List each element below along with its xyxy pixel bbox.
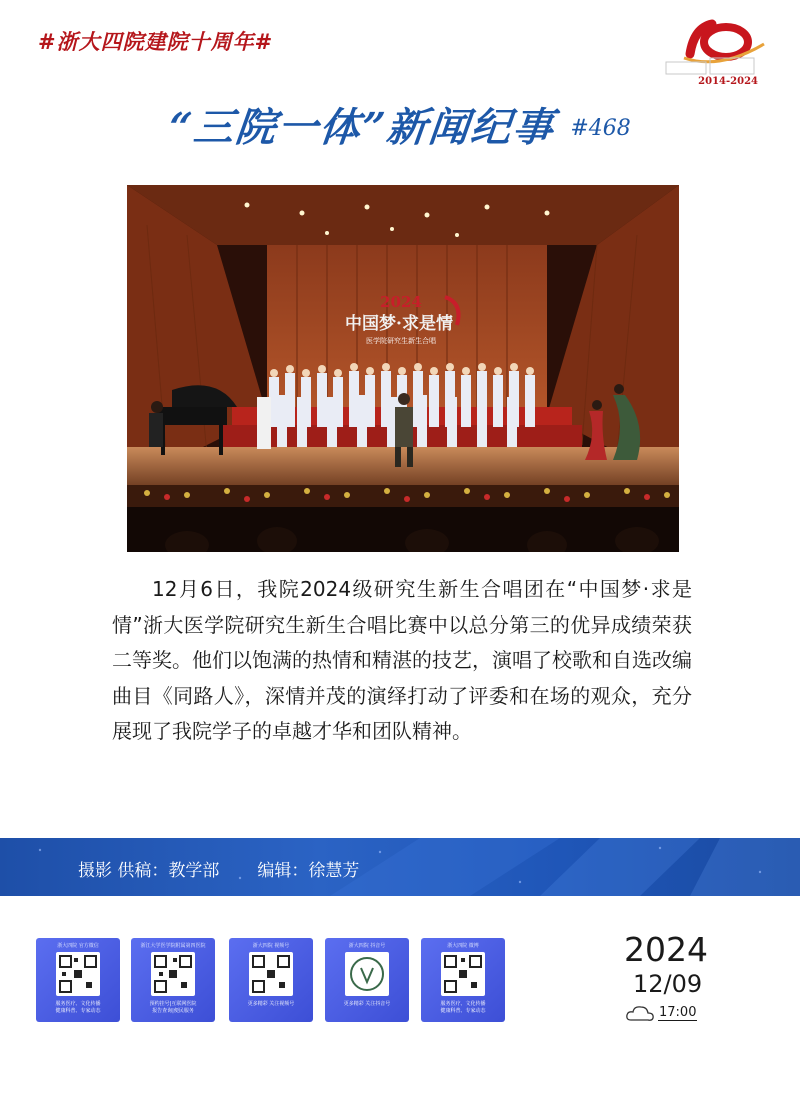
qr-card-caption: 更多精彩 关注视频号 [247,1001,295,1007]
qr-code-icon [249,952,293,996]
qr-card-caption: 更多精彩 关注抖音号 [343,1001,391,1007]
weather-time [624,1002,700,1024]
qr-card-title: 浙大四院 官方微信 [57,943,99,949]
qr-card-title: 浙大四院 微博 [447,943,479,949]
qr-card-caption: 预约挂号|互联网医院 报告查询|便民服务 [149,1001,197,1014]
qr-card-weibo[interactable] [421,938,505,1022]
qr-code-icon [345,952,389,996]
banner-year: 2024 [380,293,422,311]
qr-card-douyin[interactable] [325,938,409,1022]
credit-band [0,838,800,896]
qr-card-caption: 服务医疗、文化传播 健康科普、专家动态 [55,1001,101,1014]
qr-card-caption: 服务医疗、文化传播 健康科普、专家动态 [440,1001,486,1014]
photo-credit: 摄影 供稿：教学部 [78,861,220,881]
logo-years: 2014-2024 [698,76,758,87]
qr-card-title: 浙江大学医学院附属第四医院 [140,943,206,949]
banner-slogan: 中国梦·求是情 [345,314,453,334]
issue-number: #468 [570,116,631,141]
qr-card-title: 浙大四院 抖音号 [348,943,386,949]
choir-photo [127,185,679,552]
time-label: 17:00 [659,1005,697,1020]
qr-code-icon [151,952,195,996]
qr-card-video[interactable] [229,938,313,1022]
qr-code-icon [56,952,100,996]
anniversary-logo [660,14,772,94]
article-paragraph: 12月6日，我院2024级研究生新生合唱团在“中国梦·求是情”浙大医学院研究生新生合唱比赛中以总分第三的优异成绩荣获二等奖。他们以饱满的热情和精湛的技艺，演唱了校歌和自选改编曲目《同路人》，深情并茂的演绎打动了评委和在场的观众，充分展现了我院学子的卓越才华和团队精神。 [112,577,692,743]
title-row [0,96,800,153]
date-year: 2024 [624,930,708,969]
editor-credit: 编辑：徐慧芳 [257,861,360,881]
credits [78,856,397,881]
hashtag-heading: #浙大四院建院十周年# [38,29,274,54]
qr-card-title: 浙大四院 视频号 [252,943,290,949]
qr-code-icon [441,952,485,996]
qr-card-hospital[interactable] [131,938,215,1022]
page-title: “三院一体”新闻纪事 [166,104,558,151]
date-month-day: 12/09 [633,970,703,998]
qr-card-wechat[interactable] [36,938,120,1022]
cloud-icon [624,1002,656,1024]
banner-subtitle: 医学院研究生新生合唱 [366,337,436,345]
